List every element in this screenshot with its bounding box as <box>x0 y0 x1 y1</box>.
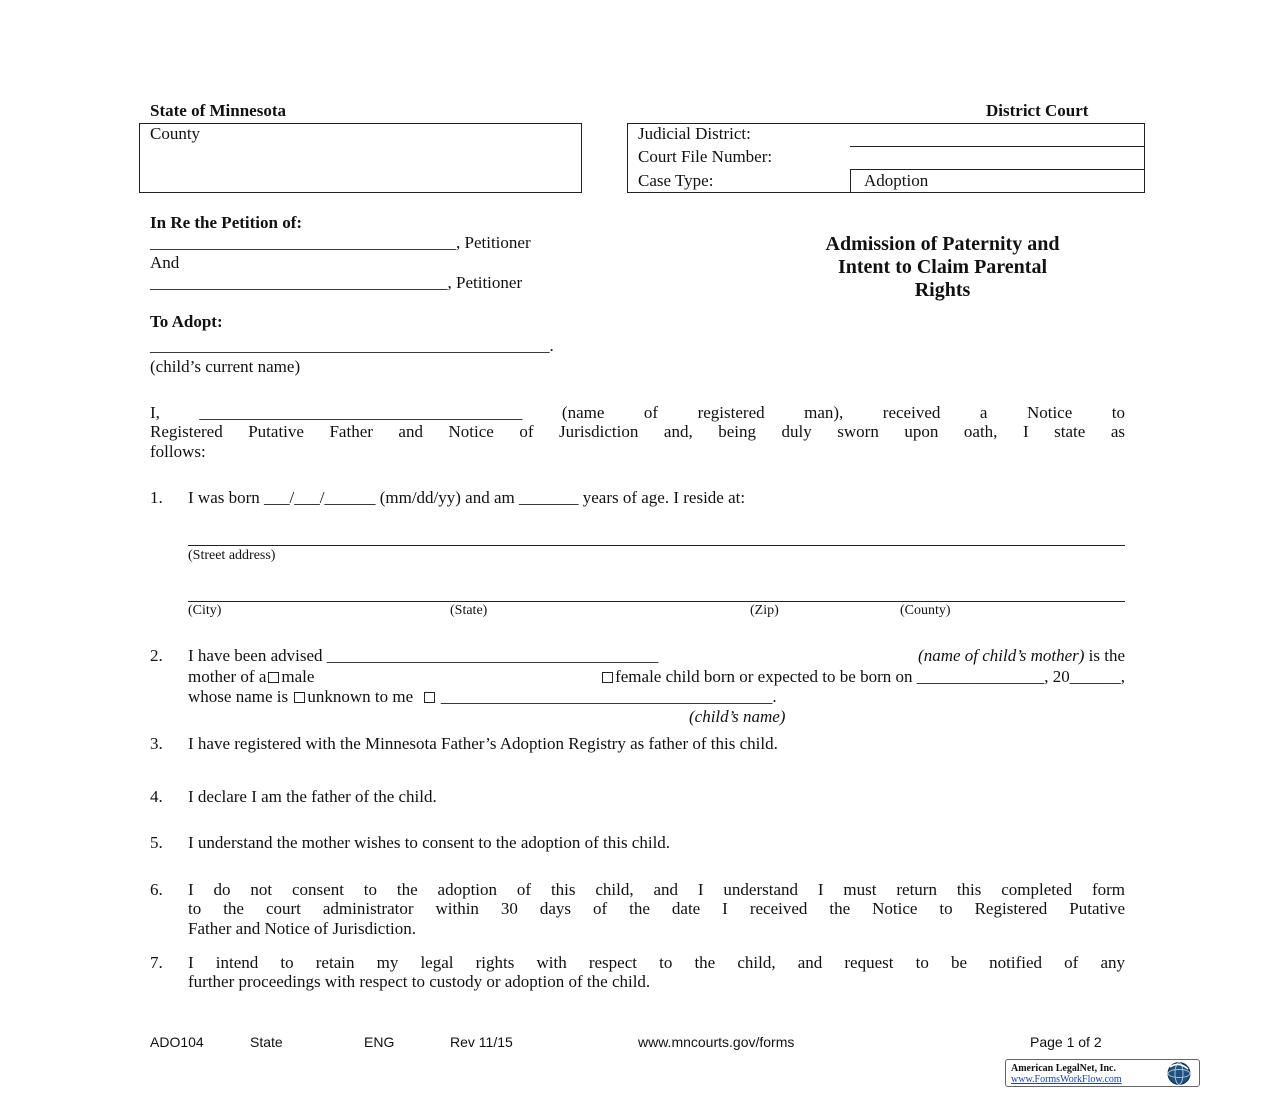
court-heading: District Court <box>986 101 1089 120</box>
county-box[interactable] <box>139 123 582 193</box>
county-field-label: (County) <box>900 603 951 618</box>
court-file-number-label: Court File Number: <box>638 147 773 166</box>
item-3-text: I have registered with the Minnesota Father’s Adoption Registry as father of this child. <box>188 734 778 753</box>
title-line-2: Intent to Claim Parental <box>837 256 1048 278</box>
whose-name-text: whose name is <box>188 687 289 706</box>
item-4-text: I declare I am the father of the child. <box>188 787 437 806</box>
petitioner-1-suffix: , Petitioner <box>456 233 531 252</box>
item-7-line-1: I intend to retain my legal rights with respect to the child, and request to be notified of any <box>188 953 1125 972</box>
item-7-number: 7. <box>150 953 163 972</box>
item-6-line-2: to the court administrator within 30 days of the date I received the Notice to Registered Putative <box>188 899 1125 918</box>
in-re-heading: In Re the Petition of: <box>150 213 303 232</box>
male-checkbox[interactable] <box>268 672 279 683</box>
footer-revision: Rev 11/15 <box>450 1034 513 1050</box>
unknown-checkbox[interactable] <box>294 692 305 703</box>
footer-form-code: ADO104 <box>150 1034 204 1050</box>
title-line-3: Rights <box>914 279 971 301</box>
child-name-checkbox[interactable] <box>424 692 435 703</box>
item-2-number: 2. <box>150 646 163 665</box>
footer-language: ENG <box>364 1034 395 1050</box>
to-adopt-heading: To Adopt: <box>150 312 223 331</box>
item-1-number: 1. <box>150 488 163 507</box>
intro-line-2: Registered Putative Father and Notice of Jurisdiction and, being duly sworn upon oath, I state as <box>150 422 1125 441</box>
petitioner-1-line[interactable] <box>150 233 531 253</box>
legalnet-badge[interactable] <box>1005 1059 1200 1087</box>
case-info-box <box>627 123 1145 193</box>
case-type-value: Adoption <box>864 171 929 190</box>
title-line-1: Admission of Paternity and <box>825 233 1060 255</box>
item-3-number: 3. <box>150 734 163 753</box>
petitioner-1-blank[interactable]: ____________________________________ <box>150 233 456 252</box>
city-state-zip-field[interactable] <box>188 601 1125 602</box>
child-name-note: (child’s current name) <box>150 357 301 376</box>
unknown-label: unknown to me <box>307 687 414 706</box>
state-heading: State of Minnesota <box>150 101 286 120</box>
case-type-divider <box>850 169 851 192</box>
badge-name: American LegalNet, Inc. <box>1011 1063 1116 1074</box>
petitioner-2-suffix: , Petitioner <box>447 273 523 292</box>
zip-label: (Zip) <box>750 603 779 618</box>
and-label: And <box>150 253 180 272</box>
footer-url[interactable]: www.mncourts.gov/forms <box>638 1034 795 1050</box>
mother-name-label: (name of child’s mother) <box>918 646 1085 665</box>
item-4-number: 4. <box>150 787 163 806</box>
footer-page-number: Page 1 of 2 <box>1030 1034 1102 1050</box>
intro-line-1: I, ______________________________________ (name of registered man), received a Notice to <box>150 403 1125 422</box>
footer-state: State <box>250 1034 283 1050</box>
item-2-line-1 <box>188 646 1125 666</box>
child-name-caption: (child’s name) <box>689 707 786 726</box>
item-2-line-3 <box>188 687 777 707</box>
county-label: County <box>150 124 201 143</box>
form-title <box>740 233 1145 302</box>
item-7-line-2: further proceedings with respect to custody or adoption of the child. <box>188 972 651 991</box>
item-6-number: 6. <box>150 880 163 899</box>
intro-line-3: follows: <box>150 442 206 461</box>
case-type-label: Case Type: <box>638 171 714 190</box>
mother-name-blank[interactable]: I have been advised _______________________________________ <box>188 646 659 665</box>
petitioner-2-blank[interactable]: ___________________________________ <box>150 273 448 292</box>
item-6-line-3: Father and Notice of Jurisdiction. <box>188 919 417 938</box>
item-6-line-1: I do not consent to the adoption of this child, and I understand I must return this completed form <box>188 880 1125 899</box>
mother-of-a-text: mother of a <box>188 667 267 686</box>
item-1-text: I was born ___/___/______ (mm/dd/yy) and am _______ years of age. I reside at: <box>188 488 746 507</box>
child-name-field[interactable]: _______________________________________. <box>440 687 777 706</box>
globe-icon <box>1161 1061 1197 1086</box>
city-label: (City) <box>188 603 222 618</box>
item-2-is-the: is the <box>1088 646 1125 665</box>
female-birth-text: female child born or expected to be born on _______________, 20______, <box>615 667 1125 686</box>
petitioner-2-line[interactable] <box>150 273 522 293</box>
item-2-line-2 <box>188 667 1125 687</box>
male-label: male <box>281 667 315 686</box>
female-checkbox[interactable] <box>602 672 613 683</box>
badge-url[interactable]: www.FormsWorkFlow.com <box>1011 1074 1122 1085</box>
item-5-number: 5. <box>150 833 163 852</box>
street-address-field[interactable] <box>188 545 1125 546</box>
judicial-district-field[interactable] <box>850 146 1144 147</box>
street-address-label: (Street address) <box>188 548 276 563</box>
judicial-district-label: Judicial District: <box>638 124 751 143</box>
state-label: (State) <box>450 603 488 618</box>
child-name-blank[interactable]: _______________________________________________. <box>150 336 554 355</box>
court-file-number-field[interactable] <box>850 169 1144 170</box>
item-5-text: I understand the mother wishes to consent to the adoption of this child. <box>188 833 671 852</box>
